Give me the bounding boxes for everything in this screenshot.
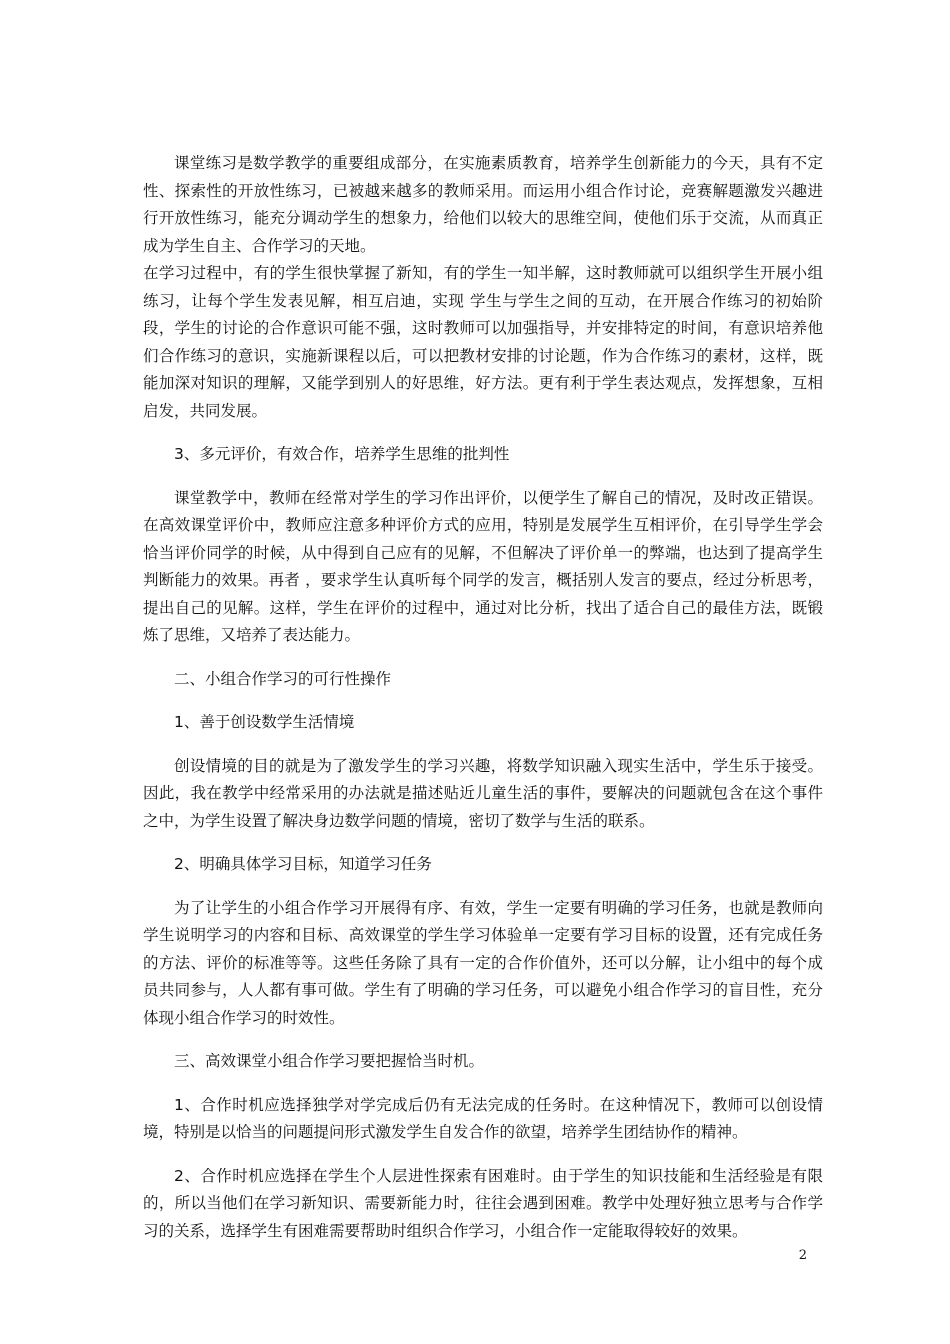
section-heading-5: 二、小组合作学习的可行性操作 [174,669,392,688]
section-heading-10: 三、高效课堂小组合作学习要把握恰当时机。 [174,1052,485,1070]
document-page [143,150,823,1261]
page-number: 2 [798,1248,807,1263]
paragraph-9: 为了让学生的小组合作学习开展得有序、有效，学生一定要有明确的学习任务，也就是教师向学生说明学习的内容和目标、高效课堂的学生学习体验单一定要有学习目标的设置，还有完成任务的方法、评价的标准等等。这些任务除了具有一定的合作价值外，还可以分解，让小组中的每个成员共同参与，人人都有事可做。学生有了明确的学习任务，可以避免小组合作学习的盲目性，充分体现小组合作学习的时效性。 [143,898,823,1027]
section-heading-3: 3、多元评价，有效合作，培养学生思维的批判性 [174,445,510,463]
paragraph-1: 课堂练习是数学教学的重要组成部分，在实施素质教育，培养学生创新能力的今天，具有不定性、探索性的开放性练习，已被越来越多的教师采用。而运用小组合作讨论，竞赛解题激发兴趣进行开放性练习，能充分调动学生的想象力，给他们以较大的思维空间，使他们乐于交流，从而真正成为学生自主、合作学习的天地。 [143,154,823,255]
paragraph-4: 课堂教学中，教师在经常对学生的学习作出评价，以便学生了解自己的情况，及时改正错误。在高效课堂评价中，教师应注意多种评价方式的应用，特别是发展学生互相评价，在引导学生学会恰当评价同学的时候，从中得到自己应有的见解，不但解决了评价单一的弊端，也达到了提高学生判断能力的效果。再者 ，要求学生认真听每个同学的发言，概括别人发言的要点，经过分析思考，提出自己的见解。这样，学生在评价的过程中，通过对比分析，找出了适合自己的最佳方法，既锻炼了思维，又培养了表达能力。 [143,488,823,644]
paragraph-12: 2、合作时机应选择在学生个人层进性探索有困难时。由于学生的知识技能和生活经验是有限的，所以当他们在学习新知识、需要新能力时，往往会遇到困难。教学中处理好独立思考与合作学习的关系，选择学生有困难需要帮助时组织合作学习，小组合作一定能取得较好的效果。 [143,1166,823,1240]
section-heading-8: 2、明确具体学习目标，知道学习任务 [174,855,432,873]
paragraph-11: 1、合作时机应选择独学对学完成后仍有无法完成的任务时。在这种情况下，教师可以创设情境，特别是以恰当的问题提问形式激发学生自发合作的欲望，培养学生团结协作的精神。 [143,1095,823,1141]
paragraph-2: 在学习过程中，有的学生很快掌握了新知，有的学生一知半解，这时教师就可以组织学生开展小组练习，让每个学生发表见解，相互启迪，实现 学生与学生之间的互动，在开展合作练习的初始阶段，学生的讨论的合作意识可能不强，这时教师可以加强指导，并安排特定的时间，有意识培养他们合作练习的意识，实施新课程以后，可以把教材安排的讨论题，作为合作练习的素材，这样，既能加深对知识的理解，又能学到别人的好思维，好方法。更有利于学生表达观点，发挥想象，互相启发，共同发展。 [143,264,823,420]
paragraph-7: 创设情境的目的就是为了激发学生的学习兴趣，将数学知识融入现实生活中，学生乐于接受。因此，我在教学中经常采用的办法就是描述贴近儿童生活的事件，要解决的问题就包含在这个事件之中，为学生设置了解决身边数学问题的情境，密切了数学与生活的联系。 [143,756,823,830]
section-heading-6: 1、善于创设数学生活情境 [174,713,355,731]
